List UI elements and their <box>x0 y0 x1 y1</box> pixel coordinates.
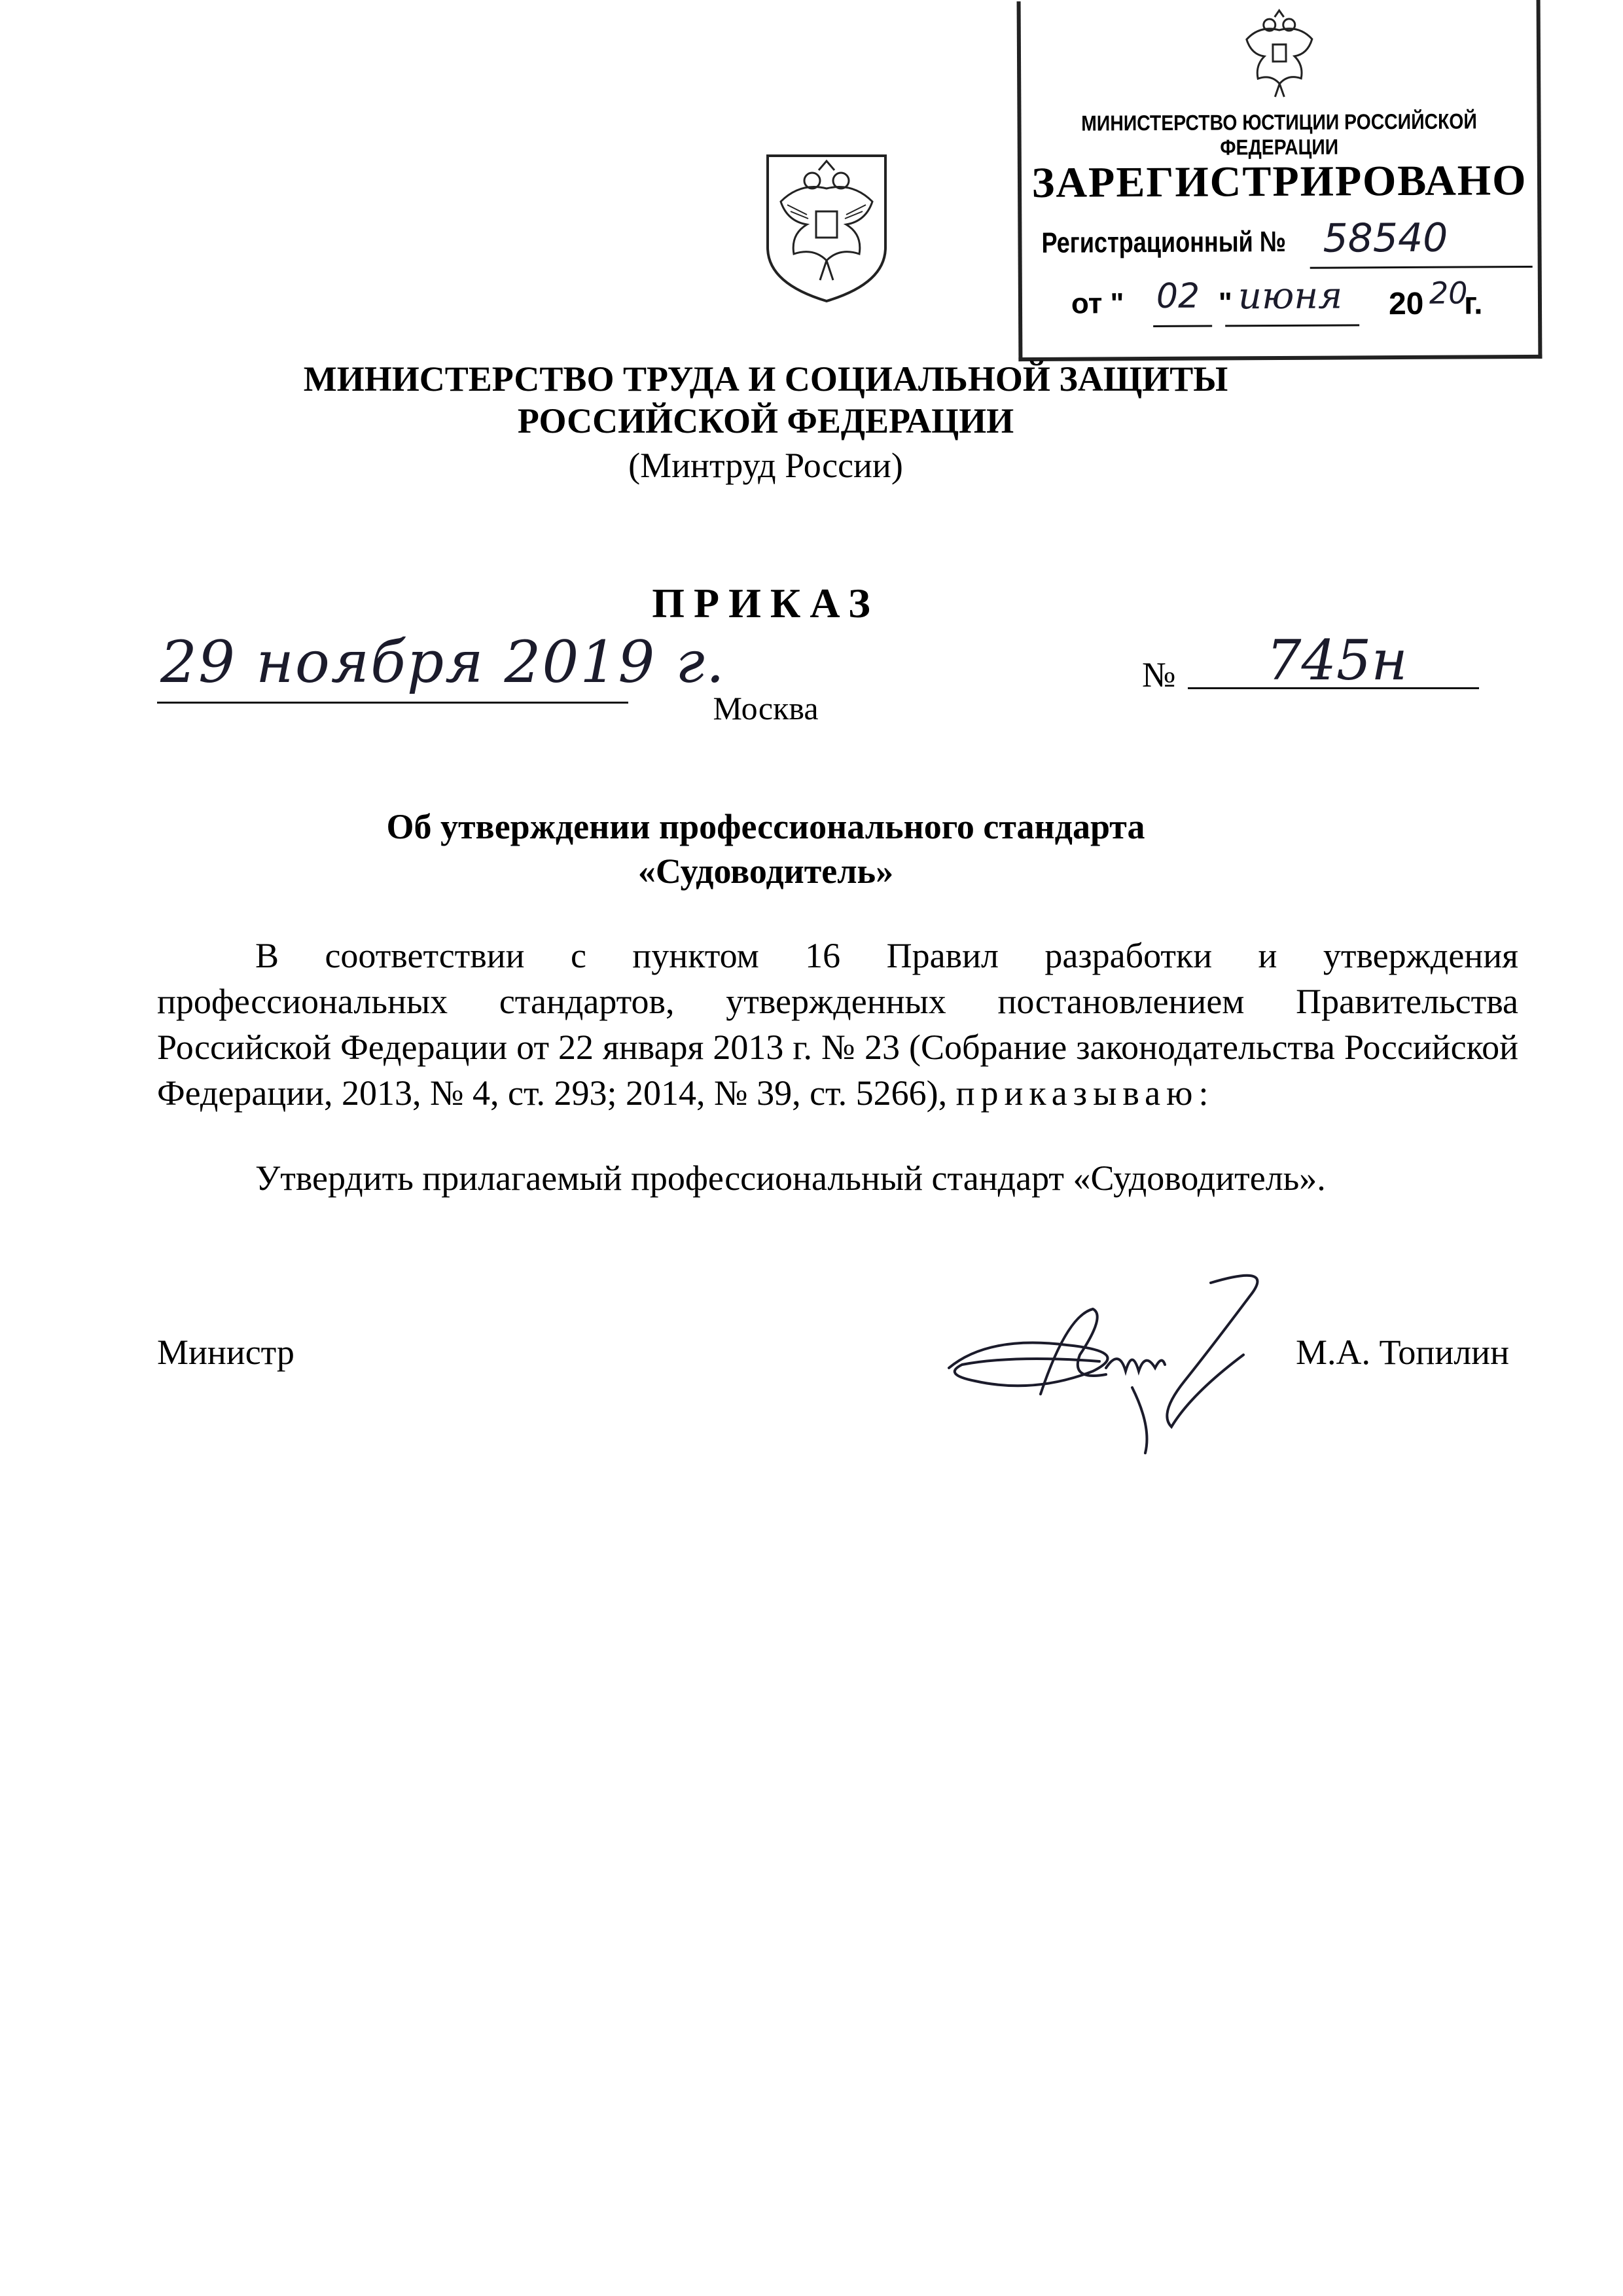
ministry-name-line2: РОССИЙСКОЙ ФЕДЕРАЦИИ <box>517 401 1014 440</box>
state-emblem-icon <box>761 149 892 306</box>
order-title-line1: Об утверждении профессионального стандарта <box>386 807 1145 846</box>
stamp-year-prefix: 20 <box>1388 286 1424 322</box>
body-paragraph-1 <box>157 933 1518 1116</box>
stamp-from-label: от " <box>1071 287 1124 320</box>
document-type: ПРИКАЗ <box>652 580 880 626</box>
order-number-label: № <box>1142 655 1176 694</box>
stamp-day: 02 <box>1156 276 1200 316</box>
stamp-month-underline <box>1225 324 1359 327</box>
stamp-reg-label: Регистрационный № <box>1041 225 1287 259</box>
signer-name: М.А. Топилин <box>1296 1333 1509 1372</box>
ministry-short-name: (Минтруд России) <box>628 446 903 485</box>
stamp-day-underline <box>1153 325 1212 327</box>
stamp-ministry: МИНИСТЕРСТВО ЮСТИЦИИ РОССИЙСКОЙ ФЕДЕРАЦИИ <box>1081 109 1477 160</box>
stamp-year-suffix: 20 <box>1429 275 1468 311</box>
ministry-name-line1: МИНИСТЕРСТВО ТРУДА И СОЦИАЛЬНОЙ ЗАЩИТЫ <box>303 359 1228 399</box>
stamp-reg-number: 58540 <box>1323 215 1448 262</box>
stamp-status: ЗАРЕГИСТРИРОВАНО <box>1031 156 1527 207</box>
stamp-month: июня <box>1238 274 1343 318</box>
order-date: 29 ноября 2019 г. <box>160 628 726 696</box>
order-number: 745н <box>1266 628 1408 692</box>
stamp-reg-underline <box>1310 266 1533 269</box>
body-paragraph-1-end: приказываю: <box>955 1073 1215 1113</box>
stamp-emblem-icon <box>1237 5 1323 104</box>
order-city: Москва <box>713 690 819 726</box>
handwritten-signature <box>936 1257 1302 1466</box>
order-title-line2: «Судоводитель» <box>637 852 894 891</box>
body-paragraph-1-text: В соответствии с пунктом 16 Правил разработки и утверждения профессиональных стандартов, утвержденных постановлением Правительства Российской Федерации от 22 января 2013 г. № 23 (Собрание законодательства Российской Федерации, 2013, № 4, ст. 293; 2014, № 39, ст. 5266), <box>157 936 1518 1113</box>
signer-title: Министр <box>157 1333 294 1372</box>
stamp-year-g: г. <box>1463 286 1483 321</box>
registration-stamp <box>1017 0 1543 361</box>
body-paragraph-2: Утвердить прилагаемый профессиональный стандарт «Судоводитель». <box>255 1158 1326 1198</box>
stamp-quote-close: " <box>1218 287 1232 319</box>
